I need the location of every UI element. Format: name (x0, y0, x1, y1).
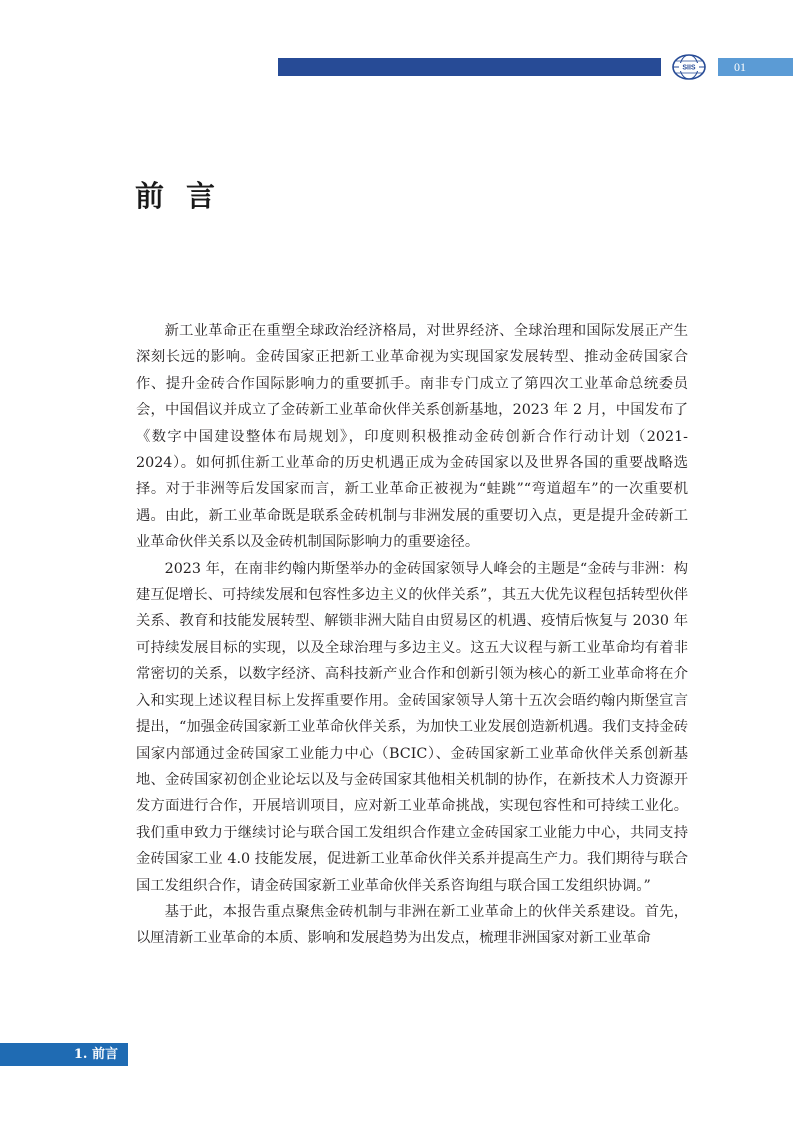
page-title: 前言 (135, 179, 238, 213)
institute-logo (671, 53, 707, 81)
logo-text: SIIS (682, 64, 696, 72)
section-footer-label: 1. 前言 (0, 1043, 128, 1066)
body-text (136, 318, 688, 952)
page-number: 01 (718, 58, 793, 76)
paragraph-3: 基于此，本报告重点聚焦金砖机制与非洲在新工业革命上的伙伴关系建设。首先，以厘清新工业革命的本质、影响和发展趋势为出发点，梳理非洲国家对新工业革命 (136, 903, 688, 947)
header-bar (278, 58, 661, 76)
paragraph-2: 2023 年，在南非约翰内斯堡举办的金砖国家领导人峰会的主题是“金砖与非洲：构建互促增长、可持续发展和包容性多边主义的伙伴关系”，其五大优先议程包括转型伙伴关系、教育和技能发展转型、解锁非洲大陆自由贸易区的机遇、疫情后恢复与 2030 年可持续发展目标的实现，以及全球治理与多边主义。这五大议程与新工业革命均有着非常密切的关系，以数字经济、高科技新产业合作和创新引领为核心的新工业革命将在介入和实现上述议程目标上发挥重要作用。金砖国家领导人第十五次会晤约翰内斯堡宣言提出，“加强金砖国家新工业革命伙伴关系，为加快工业发展创造新机遇。我们支持金砖国家内部通过金砖国家工业能力中心（BCIC）、金砖国家新工业革命伙伴关系创新基地、金砖国家初创企业论坛以及与金砖国家其他相关机制的协作，在新技术人力资源开发方面进行合作，开展培训项目，应对新工业革命挑战，实现包容性和可持续工业化。我们重申致力于继续讨论与联合国工发组织合作建立金砖国家工业能力中心，共同支持金砖国家工业 4.0 技能发展，促进新工业革命伙伴关系并提高生产力。我们期待与联合国工发组织合作，请金砖国家新工业革命伙伴关系咨询组与联合国工发组织协调。” (136, 560, 688, 894)
paragraph-1: 新工业革命正在重塑全球政治经济格局，对世界经济、全球治理和国际发展正产生深刻长远的影响。金砖国家正把新工业革命视为实现国家发展转型、推动金砖国家合作、提升金砖合作国际影响力的重要抓手。南非专门成立了第四次工业革命总统委员会，中国倡议并成立了金砖新工业革命伙伴关系创新基地，2023 年 2 月，中国发布了《数字中国建设整体布局规划》，印度则积极推动金砖创新合作行动计划（2021-2024）。如何抓住新工业革命的历史机遇正成为金砖国家以及世界各国的重要战略选择。对于非洲等后发国家而言，新工业革命正被视为“蛙跳”“弯道超车”的一次重要机遇。由此，新工业革命既是联系金砖机制与非洲发展的重要切入点，更是提升金砖新工业革命伙伴关系以及金砖机制国际影响力的重要途径。 (136, 323, 688, 551)
